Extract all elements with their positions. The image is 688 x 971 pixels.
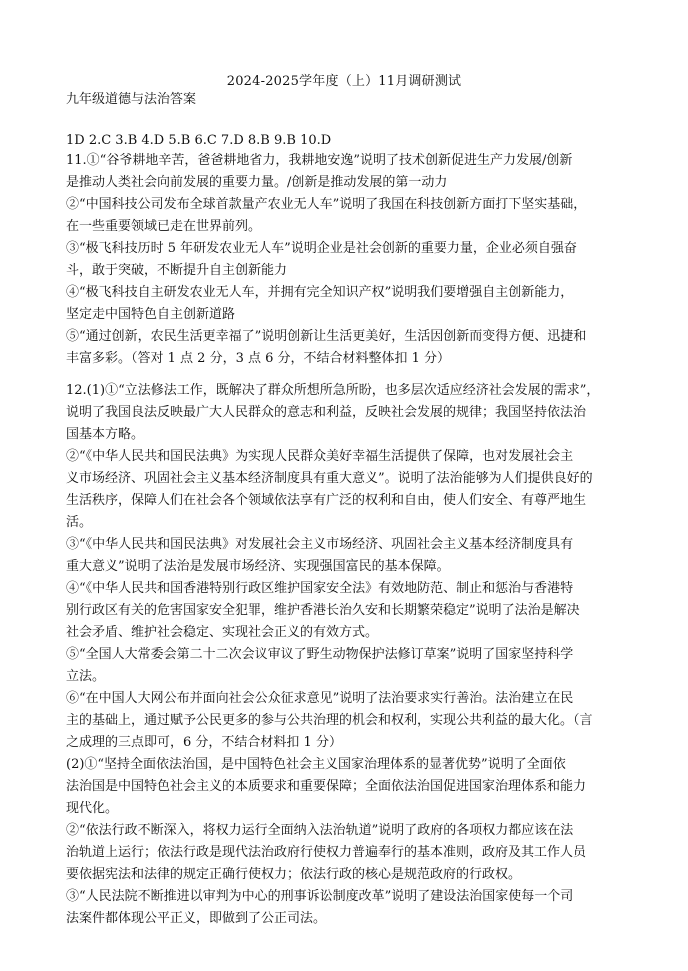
q11-line: 11.①“谷爷耕地辛苦，爸爸耕地省力，我耕地安逸”说明了技术创新促进生产力发展/创新	[66, 153, 573, 168]
q12-line: 生活秩序，保障人们在社会各个领域依法享有广泛的权利和自由，使人们安全、有尊严地生	[66, 493, 587, 508]
multiple-choice-answers: 1D 2.C 3.B 4.D 5.B 6.C 7.D 8.B 9.B 10.D	[66, 133, 332, 148]
q12-line: ⑤“全国人大常委会第二十二次会议审议了野生动物保护法修订草案”说明了国家坚持科学	[66, 647, 574, 662]
q11-line: 丰富多彩。（答对 1 点 2 分，3 点 6 分，不结合材料整体扣 1 分）	[66, 351, 451, 366]
q12-line: ③“《中华人民共和国民法典》对发展社会主义市场经济、巩固社会主义基本经济制度具有	[66, 537, 574, 552]
q12-line: 别行政区有关的危害国家安全犯罪，维护香港长治久安和长期繁荣稳定”说明了法治是解决	[66, 603, 580, 618]
q12-line: 要依据宪法和法律的规定正确行使权力；依法行政的核心是规范政府的行政权。	[66, 867, 522, 882]
q11-line: 在一些重要领域已走在世界前列。	[66, 219, 262, 234]
q12-line: 社会矛盾、维护社会稳定、实现社会正义的有效方式。	[66, 625, 379, 640]
subtitle: 九年级道德与法治答案	[66, 92, 197, 107]
q12-line: (2)①“坚持全面依法治国，是中国特色社会主义国家治理体系的显著优势”说明了全面依	[66, 757, 566, 772]
q11-line: 是推动人类社会向前发展的重要力量。/创新是推动发展的第一动力	[66, 175, 448, 190]
q12-line: 义市场经济、巩固社会主义基本经济制度具有重大意义”。说明了法治能够为人们提供良好的	[66, 471, 593, 486]
q12-line: 立法。	[66, 669, 106, 684]
q11-line: ③“极飞科技历时 5 年研发农业无人车”说明企业是社会创新的重要力量，企业必须自强奋	[66, 241, 577, 256]
q12-line: 活。	[66, 515, 93, 530]
q12-line: ⑥“在中国人大网公布并面向社会公众征求意见”说明了法治要求实行善治。法治建立在民	[66, 691, 574, 706]
q12-line: 国基本方略。	[66, 427, 145, 442]
q12-line: ③“人民法院不断推进以审判为中心的刑事诉讼制度改革”说明了建设法治国家使每一个司	[66, 889, 574, 904]
q11-line: ②“中国科技公司发布全球首款量产农业无人车”说明了我国在科技创新方面打下坚实基础，	[66, 197, 587, 212]
q12-line: 法案件都体现公平正义，即做到了公正司法。	[66, 911, 327, 926]
q12-line: 主的基础上，通过赋予公民更多的参与公共治理的机会和权利，实现公共利益的最大化。（言	[66, 713, 593, 728]
q11-line: 坚定走中国特色自主创新道路	[66, 307, 236, 322]
q11-line: ④“极飞科技自主研发农业无人车，并拥有完全知识产权”说明我们要增强自主创新能力，	[66, 285, 574, 300]
q12-line: 重大意义”说明了法治是发展市场经济、实现强国富民的基本保障。	[66, 559, 450, 574]
q12-line: ②“依法行政不断深入，将权力运行全面纳入法治轨道”说明了政府的各项权力都应该在法	[66, 823, 574, 838]
q12-line: ④“《中华人民共和国香港特别行政区维护国家安全法》有效地防范、制止和惩治与香港特	[66, 581, 574, 596]
q12-line: 治轨道上运行；依法行政是现代法治政府行使权力普遍奉行的基本准则，政府及其工作人员	[66, 845, 587, 860]
q12-line: 现代化。	[66, 801, 119, 816]
q12-line: 法治国是中国特色社会主义的本质要求和重要保障；全面依法治国促进国家治理体系和能力	[66, 779, 587, 794]
q11-line: 斗，敢于突破，不断提升自主创新能力	[66, 263, 288, 278]
q12-line: 说明了我国良法反映最广大人民群众的意志和利益，反映社会发展的规律；我国坚持依法治	[66, 405, 587, 420]
q11-line: ⑤“通过创新，农民生活更幸福了”说明创新让生活更美好，生活因创新而变得方便、迅捷和	[66, 329, 587, 344]
q12-line: ②“《中华人民共和国民法典》为实现人民群众美好幸福生活提供了保障，也对发展社会主	[66, 449, 574, 464]
q12-line: 12.(1)①“立法修法工作，既解决了群众所想所急所盼，也多层次适应经济社会发展的需求”，	[66, 383, 600, 398]
q12-line: 之成理的三点即可，6 分，不结合材料扣 1 分）	[66, 735, 342, 750]
page-title: 2024-2025学年度（上）11月调研测试	[226, 74, 462, 89]
